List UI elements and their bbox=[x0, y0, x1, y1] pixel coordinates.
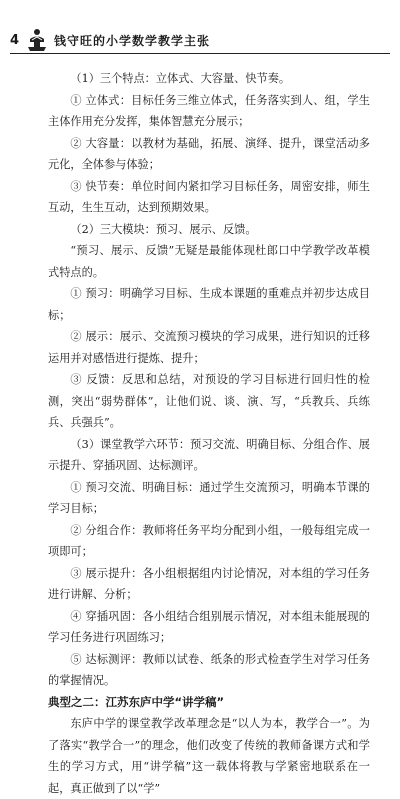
paragraph: （1）三个特点：立体式、大容量、快节奏。 bbox=[70, 72, 291, 85]
paragraph: ② 大容量：以教材为基础，拓展、演绎、提升，课堂活动多元化，全体参与体验； bbox=[48, 136, 370, 171]
paragraph: ⑤ 达标测评：教师以试卷、纸条的形式检查学生对学习任务的掌握情况。 bbox=[48, 652, 370, 687]
running-title: 钱守旺的小学数学教学主张 bbox=[54, 33, 211, 48]
header-rule bbox=[10, 53, 390, 54]
paragraph: ① 预习交流、明确目标：通过学生交流预习，明确本节课的学习目标； bbox=[48, 480, 370, 515]
paragraph: ③ 反馈：反思和总结，对预设的学习目标进行回归性的检测，突出“弱势群体”，让他们说、谈、演、写，“兵教兵、兵练兵、兵强兵”。 bbox=[48, 373, 370, 429]
body-text bbox=[48, 68, 370, 799]
paragraph: “预习、展示、反馈”无疑是最能体现杜郎口中学教学改革模式特点的。 bbox=[48, 244, 370, 279]
section-heading: 典型之二：江苏东庐中学“讲学稿” bbox=[48, 694, 225, 709]
paragraph: ② 展示：展示、交流预习模块的学习成果，进行知识的迁移运用并对感悟进行提炼、提升； bbox=[48, 330, 370, 365]
paragraph: ④ 穿插巩固：各小组结合组别展示情况，对本组未能展现的学习任务进行巩固练习； bbox=[48, 609, 370, 644]
paragraph: （3）课堂教学六环节：预习交流、明确目标、分组合作、展示提升、穿插巩固、达标测评。 bbox=[48, 437, 370, 472]
paragraph: ③ 展示提升：各小组根据组内讨论情况，对本组的学习任务进行讲解、分析； bbox=[48, 566, 370, 601]
paragraph: ③ 快节奏：单位时间内紧扣学习目标任务，周密安排，师生互动，生生互动，达到预期效果。 bbox=[48, 179, 370, 214]
paragraph: ① 预习：明确学习目标、生成本课题的重难点并初步达成目标； bbox=[48, 287, 370, 322]
paragraph: （2）三大模块：预习、展示、反馈。 bbox=[70, 222, 257, 236]
page-number: 4 bbox=[10, 32, 20, 48]
paragraph: ② 分组合作：教师将任务平均分配到小组，一般每组完成一项即可； bbox=[48, 523, 370, 558]
reading-figure-logo bbox=[26, 28, 48, 52]
paragraph: 东庐中学的课堂教学改革理念是“以人为本，教学合一”。为了落实“教学合一”的理念，他们改变了传统的教师备课方式和学生的学习方式，用“讲学稿”这一载体将教与学紧密地联系在一起，真正做到了以“学” bbox=[48, 717, 370, 795]
paragraph: ① 立体式：目标任务三维立体式，任务落实到人、组，学生主体作用充分发挥，集体智慧充分展示； bbox=[48, 93, 370, 128]
page-header bbox=[10, 28, 390, 52]
